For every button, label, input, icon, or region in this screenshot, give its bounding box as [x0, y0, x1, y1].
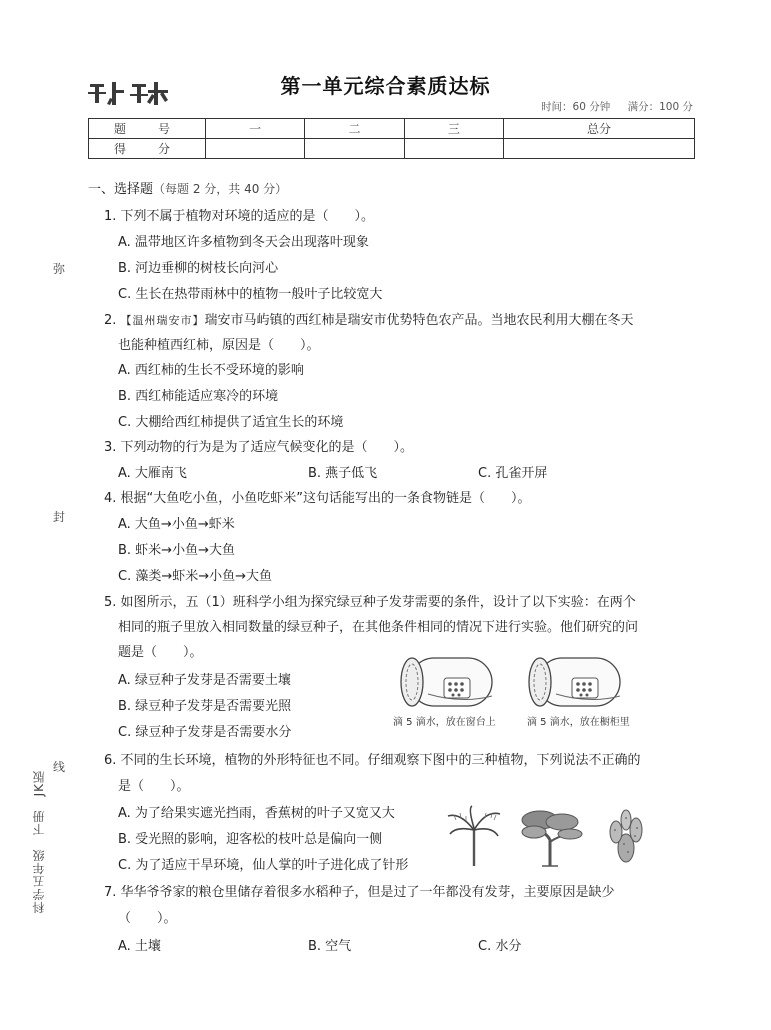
- question-2-option-a[interactable]: A. 西红柿的生长不受环境的影响: [118, 363, 304, 378]
- question-2-number: 2.: [104, 313, 117, 328]
- question-4-option-c[interactable]: C. 藻类→虾米→小鱼→大鱼: [118, 569, 273, 584]
- question-5-stem-cont: 相同的瓶子里放入相同数量的绿豆种子，在其他条件相同的情况下进行实验。他们研究的问: [118, 620, 639, 635]
- question-1-option-a[interactable]: A. 温带地区许多植物到冬天会出现落叶现象: [118, 235, 369, 250]
- banana-tree-icon: [446, 806, 502, 872]
- score-table: [88, 118, 695, 159]
- score-input-cell[interactable]: [305, 139, 404, 159]
- question-7-option-b[interactable]: B. 空气: [308, 939, 352, 954]
- question-2-option-b[interactable]: B. 西红柿能适应寒冷的环境: [118, 389, 279, 404]
- question-4-stem: 4. 根据“大鱼吃小鱼，小鱼吃虾米”这句话能写出的一条食物链是（ ）。: [104, 491, 531, 506]
- question-5-stem: 5. 如图所示，五（1）班科学小组为探究绿豆种子发芽需要的条件，设计了以下实验：在两个: [104, 595, 636, 610]
- exam-meta: [527, 99, 693, 114]
- score-table-cell: 得 分: [89, 139, 206, 159]
- section-title: 一、选择题: [88, 182, 154, 197]
- bottle-caption-window: 滴 5 滴水，放在窗台上: [393, 717, 496, 728]
- margin-mark: 线: [53, 760, 66, 774]
- question-3-option-c[interactable]: C. 孔雀开屏: [478, 466, 548, 481]
- question-7-stem-cont: （ ）。: [118, 911, 177, 926]
- question-2-stem: [104, 309, 634, 328]
- question-6-option-a[interactable]: A. 为了给果实遮光挡雨，香蕉树的叶子又宽又大: [118, 806, 395, 821]
- score-table-cell: 二: [305, 119, 404, 139]
- question-4-option-b[interactable]: B. 虾米→小鱼→大鱼: [118, 543, 235, 558]
- question-1-stem: 1. 下列不属于植物对环境的适应的是（ ）。: [104, 209, 375, 224]
- book-info: 科学五年级 下册 JK版: [32, 770, 46, 914]
- question-5-option-a[interactable]: A. 绿豆种子发芽是否需要土壤: [118, 673, 291, 688]
- question-7-option-a[interactable]: A. 土壤: [118, 939, 161, 954]
- question-1-option-c[interactable]: C. 生长在热带雨林中的植物一般叶子比较宽大: [118, 287, 383, 302]
- question-6-option-c[interactable]: C. 为了适应干旱环境，仙人掌的叶子进化成了针形: [118, 858, 409, 873]
- score-table-header-row: [89, 119, 695, 139]
- time-limit: 时间：60 分钟: [541, 101, 611, 113]
- question-6-stem-cont: 是（ ）。: [118, 779, 190, 794]
- page-title: 第一单元综合素质达标: [280, 74, 491, 98]
- question-3-option-a[interactable]: A. 大雁南飞: [118, 466, 187, 481]
- score-input-cell[interactable]: [206, 139, 305, 159]
- question-5-option-c[interactable]: C. 绿豆种子发芽是否需要水分: [118, 725, 292, 740]
- question-2-option-c[interactable]: C. 大棚给西红柿提供了适宜生长的环境: [118, 415, 344, 430]
- bottle-window-illustration: [398, 656, 502, 714]
- section-heading: [88, 178, 287, 197]
- question-3-option-b[interactable]: B. 燕子低飞: [308, 466, 378, 481]
- question-5-option-b[interactable]: B. 绿豆种子发芽是否需要光照: [118, 699, 292, 714]
- question-6-stem: 6. 不同的生长环境，植物的外形特征也不同。仔细观察下图中的三种植物，下列说法不正确的: [104, 753, 641, 768]
- score-table-score-row: [89, 139, 695, 159]
- score-table-cell: 总分: [504, 119, 695, 139]
- pine-tree-icon: [520, 806, 584, 872]
- question-2-stem-cont: 也能种植西红柿，原因是（ ）。: [118, 338, 320, 353]
- score-input-cell[interactable]: [404, 139, 503, 159]
- score-table-cell: 一: [206, 119, 305, 139]
- question-7-stem: 7. 华华爷爷家的粮仓里储存着很多水稻种子，但是过了一年都没有发芽，主要原因是缺少: [104, 885, 615, 900]
- margin-mark: 封: [53, 510, 66, 524]
- full-score: 满分：100 分: [627, 101, 693, 113]
- question-2-text: 瑞安市马屿镇的西红柿是瑞安市优势特色农产品。当地农民利用大棚在冬天: [204, 313, 634, 328]
- section-note: （每题 2 分，共 40 分）: [153, 182, 288, 196]
- question-5-stem-cont: 题是（ ）。: [118, 645, 203, 660]
- score-input-cell[interactable]: [504, 139, 695, 159]
- question-6-option-b[interactable]: B. 受光照的影响，迎客松的枝叶总是偏向一侧: [118, 832, 383, 847]
- margin-mark: 弥: [53, 262, 66, 276]
- score-table-cell: 三: [404, 119, 503, 139]
- bottle-cabinet-illustration: [526, 656, 630, 714]
- cactus-icon: [606, 808, 648, 870]
- question-3-stem: 3. 下列动物的行为是为了适应气候变化的是（ ）。: [104, 440, 414, 455]
- region-tag: 【温州瑞安市】: [120, 314, 205, 327]
- bottle-caption-cabinet: 滴 5 滴水，放在橱柜里: [527, 717, 630, 728]
- question-7-option-c[interactable]: C. 水分: [478, 939, 522, 954]
- question-4-option-a[interactable]: A. 大鱼→小鱼→虾米: [118, 517, 235, 532]
- question-1-option-b[interactable]: B. 河边垂柳的树枝长向河心: [118, 261, 279, 276]
- score-table-cell: 题 号: [89, 119, 206, 139]
